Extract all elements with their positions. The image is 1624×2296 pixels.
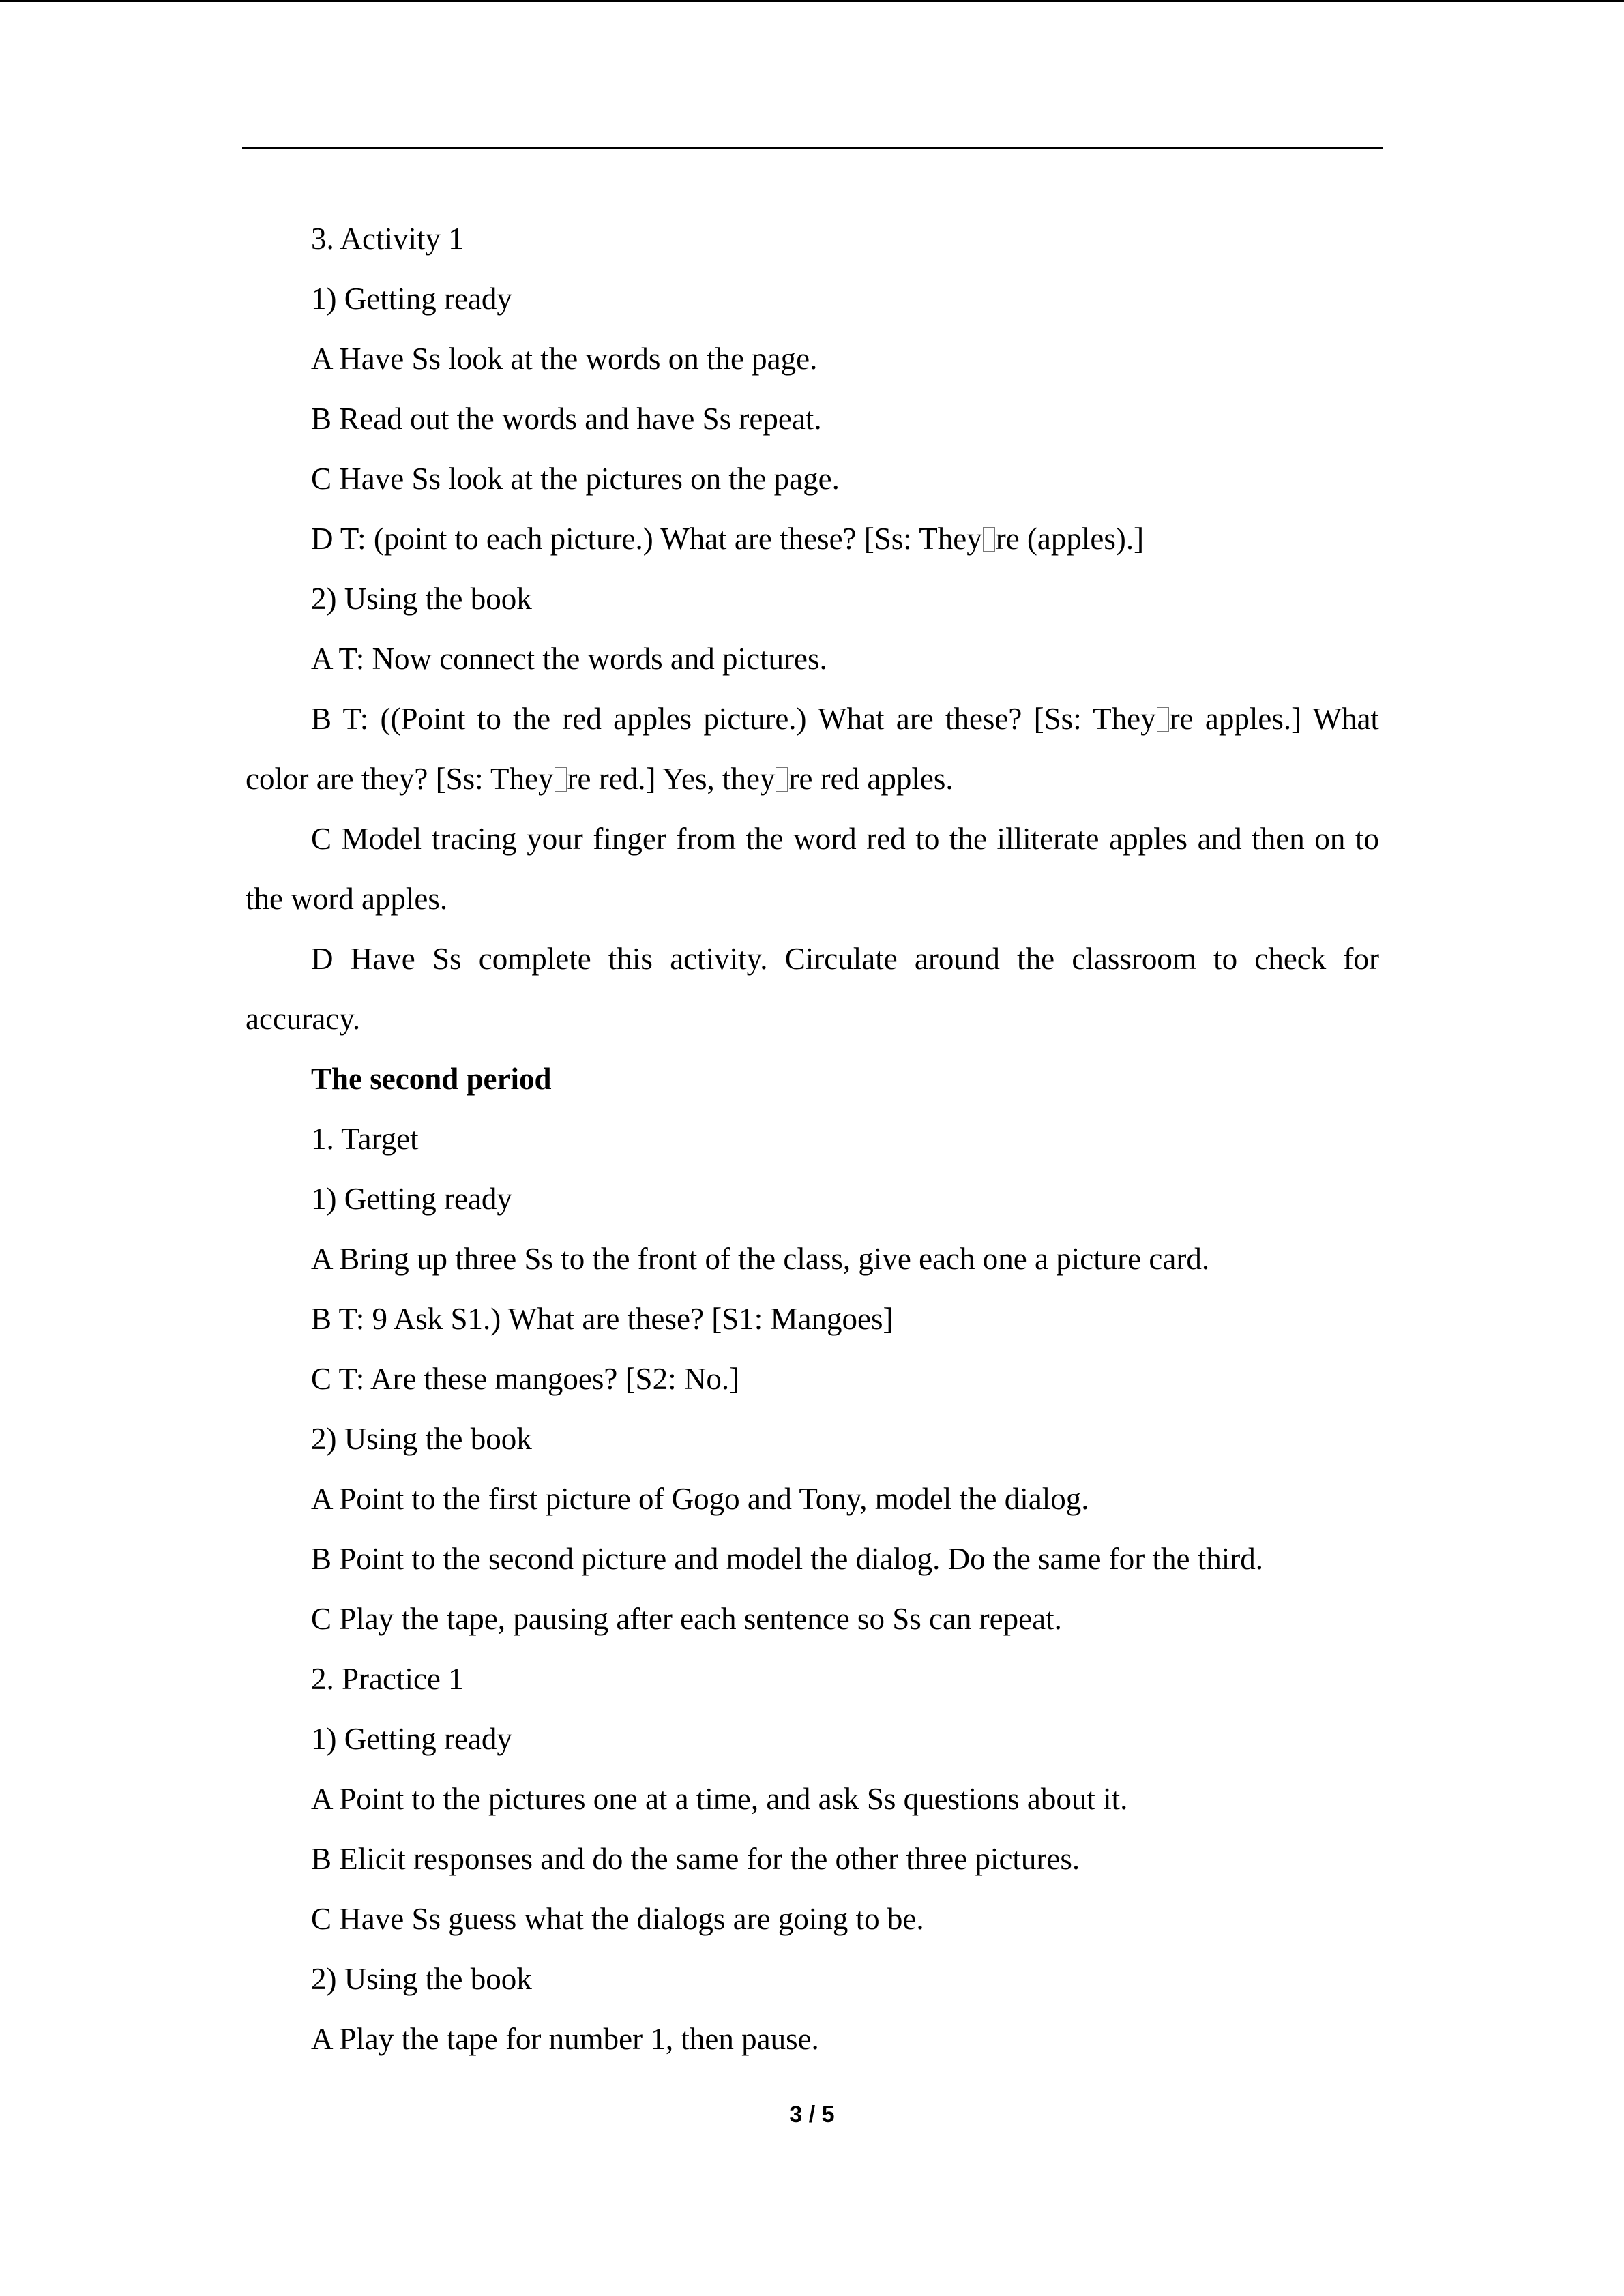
text-line xyxy=(246,509,1379,569)
paragraph xyxy=(246,689,1379,809)
text-line: C Have Ss guess what the dialogs are going to be. xyxy=(311,1902,924,1936)
missing-glyph-box xyxy=(555,767,567,792)
missing-glyph-box xyxy=(983,527,995,552)
text-line: 2) Using the book xyxy=(311,1962,532,1996)
text-line: B Read out the words and have Ss repeat. xyxy=(311,402,822,436)
text-line: 2. Practice 1 xyxy=(311,1662,464,1696)
text-fragment: D T: (point to each picture.) What are these? [Ss: They xyxy=(311,522,982,556)
text-line: B Point to the second picture and model the dialog. Do the same for the third. xyxy=(311,1542,1263,1576)
missing-glyph-box xyxy=(776,767,788,792)
text-line: B T: 9 Ask S1.) What are these? [S1: Mangoes] xyxy=(311,1302,894,1336)
paragraph: C Model tracing your finger from the word red to the illiterate apples and then on to the word apples. xyxy=(246,822,1379,916)
text-line: A Have Ss look at the words on the page. xyxy=(311,342,818,376)
text-line: C Have Ss look at the pictures on the page. xyxy=(311,462,840,496)
text-fragment: B T: ((Point to the red apples picture.) What are these? [Ss: They xyxy=(311,702,1156,736)
missing-glyph-box xyxy=(1157,707,1169,732)
text-line: C Play the tape, pausing after each sentence so Ss can repeat. xyxy=(311,1602,1062,1636)
document-body xyxy=(246,209,1379,2069)
text-line: A Play the tape for number 1, then pause. xyxy=(311,2022,819,2056)
text-line: B Elicit responses and do the same for the other three pictures. xyxy=(311,1842,1080,1876)
text-line: 1. Target xyxy=(311,1122,419,1156)
text-fragment: re apples.] What color are they? [Ss: They xyxy=(246,702,1380,796)
page-top-border xyxy=(0,0,1624,2)
text-fragment: re red.] Yes, they xyxy=(567,762,776,796)
text-fragment: re (apples).] xyxy=(995,522,1145,556)
header-rule xyxy=(242,147,1383,149)
text-line: A Point to the pictures one at a time, and ask Ss questions about it. xyxy=(311,1782,1128,1816)
text-line: 1) Getting ready xyxy=(311,1182,512,1216)
text-line: A T: Now connect the words and pictures. xyxy=(311,642,827,676)
section-heading: The second period xyxy=(311,1062,552,1096)
text-line: C T: Are these mangoes? [S2: No.] xyxy=(311,1362,740,1396)
text-line: 3. Activity 1 xyxy=(311,222,464,256)
text-line: 1) Getting ready xyxy=(311,282,512,316)
page-number: 3 / 5 xyxy=(789,2102,835,2128)
text-line: A Point to the first picture of Gogo and Tony, model the dialog. xyxy=(311,1482,1089,1516)
text-line: 1) Getting ready xyxy=(311,1722,512,1756)
text-line: 2) Using the book xyxy=(311,582,532,616)
text-line: A Bring up three Ss to the front of the class, give each one a picture card. xyxy=(311,1242,1210,1276)
text-fragment: re red apples. xyxy=(788,762,954,796)
text-line: 2) Using the book xyxy=(311,1422,532,1456)
paragraph: D Have Ss complete this activity. Circulate around the classroom to check for accuracy. xyxy=(246,942,1379,1036)
